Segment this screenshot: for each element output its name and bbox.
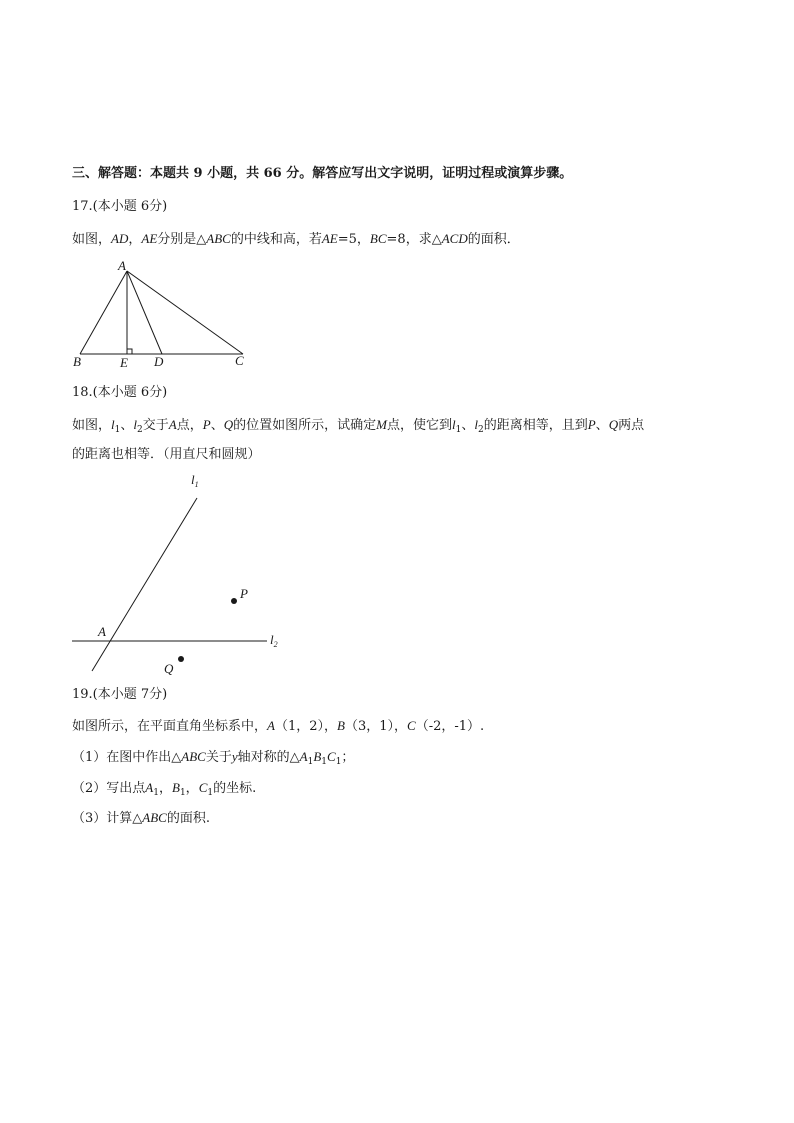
q18-lines-figure	[60, 466, 290, 686]
q18-header: 18.(本小题 6分)	[72, 385, 168, 400]
q17-label-a: A	[118, 258, 126, 273]
q18-label-l2: $l_2$	[270, 632, 278, 649]
q17-label-c: C	[235, 353, 244, 368]
q17-label-e: E	[120, 355, 128, 370]
q17-text: 如图，AD，AE分别是△ABC的中线和高，若AE=5，BC=8，求△ACD的面积．	[72, 231, 520, 247]
q18-text-line1: 如图，$l_1$、$l_2$交于A点，P、Q的位置如图所示，试确定M点，使它到$l_1$、$l_2$的距离相等，且到P、Q两点	[72, 417, 645, 435]
q17-label-d: D	[154, 354, 164, 369]
q18-label-l1: $l_1$	[191, 472, 199, 489]
q17-triangle-figure	[60, 256, 260, 371]
q17-right-angle-mark	[127, 349, 132, 354]
q19-intro: 如图所示，在平面直角坐标系中，A（1，2），B（3，1），C（-2，-1）.	[72, 718, 485, 734]
q18-point-q	[178, 656, 184, 662]
q18-label-a: A	[98, 624, 106, 639]
q17-segment-ab	[80, 271, 127, 354]
q17-header: 17.(本小题 6分)	[72, 199, 168, 214]
q19-item-1: （1）在图中作出△ABC关于y轴对称的$\triangle A_1B_1C_1$；	[72, 749, 355, 767]
q18-line-l1	[92, 498, 197, 671]
q19-item-2: （2）写出点$A_1$，$B_1$，$C_1$的坐标.	[72, 780, 257, 798]
q17-label-b: B	[73, 354, 81, 369]
q18-label-p: P	[240, 586, 248, 601]
q18-point-p	[231, 598, 237, 604]
q19-header: 19.(本小题 7分)	[72, 687, 168, 702]
q18-text-line2: 的距离也相等．（用直尺和圆规）	[72, 447, 261, 462]
q18-label-q: Q	[164, 661, 174, 676]
q19-item-3: （3）计算△ABC的面积.	[72, 810, 210, 826]
section-header: 三、解答题：本题共 9 小题，共 66 分。解答应写出文字说明，证明过程或演算步骤。	[72, 166, 573, 181]
